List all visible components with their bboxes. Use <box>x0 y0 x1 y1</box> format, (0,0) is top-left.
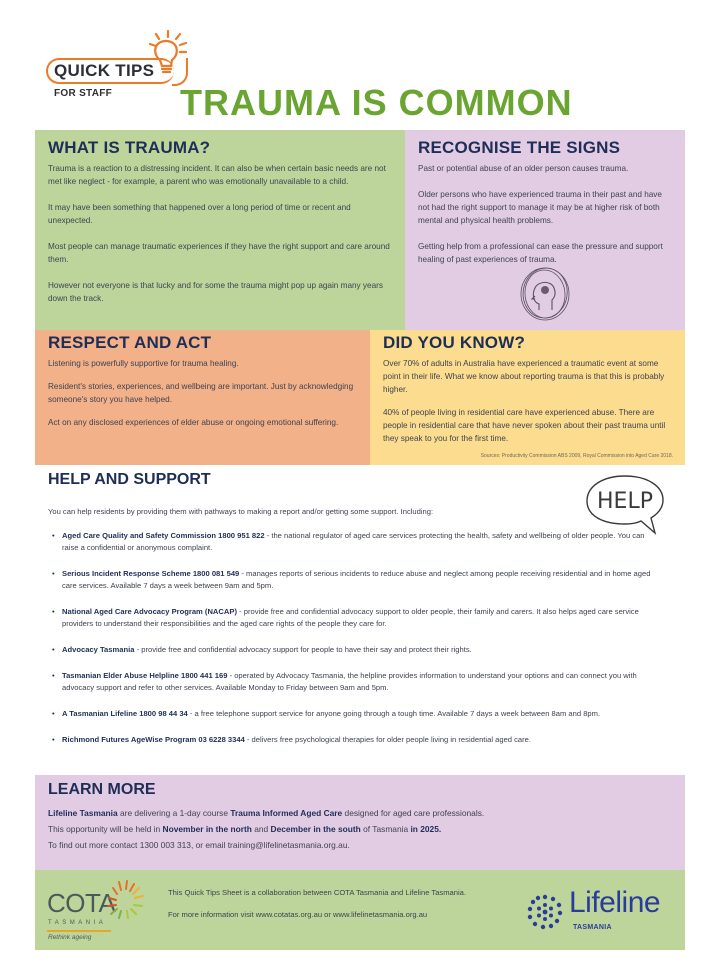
footer-text <box>168 882 466 926</box>
date-north: November in the north <box>162 824 252 834</box>
head-icon <box>517 266 573 322</box>
service-name: Advocacy Tasmania <box>62 645 135 654</box>
service-name: Serious Incident Response Scheme 1800 081 549 <box>62 569 240 578</box>
service-name: National Aged Care Advocacy Program (NACAP) <box>62 607 237 616</box>
section-title: HELP AND SUPPORT <box>48 471 211 488</box>
page-title: TRAUMA IS COMMON <box>180 82 573 123</box>
collaboration-note: This Quick Tips Sheet is a collaboration between COTA Tasmania and Lifeline Tasmania. <box>168 888 467 897</box>
sources-note: Sources: Productivity Commission ABS 2009, Royal Commission into Aged Care 2018. <box>480 453 673 459</box>
section-title: WHAT IS TRAUMA? <box>48 138 211 157</box>
service-desc: - the national regulator of aged care services protecting the health, safety and wellbeing of older people. You can raise a confidential or anonymous complaint. <box>62 531 645 552</box>
org-name: Lifeline Tasmania <box>48 808 118 818</box>
service-name: Tasmanian Elder Abuse Helpline 1800 441 169 <box>62 671 228 680</box>
course-name: Trauma Informed Aged Care <box>230 808 343 818</box>
more-info-note: For more information visit www.cotatas.org.au or www.lifelinetasmania.org.au <box>168 910 428 919</box>
service-desc: - operated by Advocacy Tasmania, the helpline provides information to understand your options and can connect you with advocacy support and refer to other services. Available Monday to Friday between 9am and 5pm. <box>62 671 637 692</box>
paragraph: Trauma is a reaction to a distressing incident. It can also be when certain basic needs are not met like neglect - for example, a parent who was emotionally unavailable to a child. <box>48 164 386 186</box>
what-is-trauma-section <box>35 130 405 330</box>
paragraph: Past or potential abuse of an older person causes trauma. <box>418 164 629 173</box>
list-item <box>48 644 658 656</box>
cota-sunburst-icon <box>103 878 147 922</box>
lifeline-subtitle: TASMANIA <box>573 924 612 931</box>
learn-contact: To find out more contact 1300 003 313, or email training@lifelinetasmania.org.au. <box>48 840 350 850</box>
learn-line-2 <box>48 821 672 837</box>
list-item <box>48 568 658 592</box>
service-desc: - manages reports of serious incidents to reduce abuse and neglect among people receiving residential and in home aged care services. Available 7 days a week between 9am and 5pm. <box>62 569 651 590</box>
cota-subtitle: TASMANIA <box>48 920 107 926</box>
service-name: A Tasmanian Lifeline 1800 98 44 34 <box>62 709 188 718</box>
service-name: Richmond Futures AgeWise Program 03 6228 3344 <box>62 735 245 744</box>
divider <box>47 930 111 932</box>
bubble-text: HELP <box>597 489 653 514</box>
paragraph: Most people can manage traumatic experiences if they have the right support and care around them. <box>48 242 390 264</box>
respect-and-act-section <box>35 330 370 465</box>
text: designed for aged care professionals. <box>342 808 485 818</box>
cota-logo <box>47 878 157 946</box>
logo-label: QUICK TIPS <box>54 61 155 80</box>
section-title: LEARN MORE <box>48 781 156 798</box>
paragraph: However not everyone is that lucky and for some the trauma might pop up again many years down the track. <box>48 281 383 303</box>
list-item <box>48 670 658 694</box>
year: in 2025. <box>410 824 442 834</box>
date-south: December in the south <box>270 824 361 834</box>
section-title: RECOGNISE THE SIGNS <box>418 138 621 157</box>
service-desc: - provide free and confidential advocacy support for people to have their say and protect their rights. <box>134 645 472 654</box>
help-and-support-section <box>35 465 685 775</box>
lightbulb-icon <box>142 30 192 80</box>
text: and <box>251 824 271 834</box>
service-name: Aged Care Quality and Safety Commission 1800 951 822 <box>62 531 265 540</box>
cota-wordmark: COTA <box>47 888 116 918</box>
section-title: DID YOU KNOW? <box>383 333 526 352</box>
paragraph: It may have been something that happened over a long period of time or recent and unexpected. <box>48 203 351 225</box>
logo-subtitle: FOR STAFF <box>54 88 113 99</box>
lifeline-wordmark: Lifeline <box>569 886 661 919</box>
list-item <box>48 734 658 746</box>
list-item <box>48 708 658 720</box>
lifeline-logo <box>525 884 675 940</box>
lifeline-dots-icon <box>525 892 565 932</box>
service-desc: - provide free and confidential advocacy support to older people, their family and carers. It also helps aged care service providers to understand their responsibilities and the aged care rights of the people they care for. <box>62 607 639 628</box>
support-list <box>48 530 672 746</box>
cota-tagline: Rethink ageing <box>48 934 92 941</box>
paragraph: 40% of people living in residential care have experienced abuse. There are people in residential care that have never spoken about their past trauma until they speak to you for the first time. <box>383 408 666 443</box>
list-item <box>48 530 658 554</box>
text: are delivering a 1-day course <box>117 808 231 818</box>
help-speech-bubble-icon <box>583 473 667 537</box>
service-desc: - a free telephone support service for anyone going through a tough time. Available 7 days a week between 8am and 8pm. <box>187 709 601 718</box>
paragraph: Resident's stories, experiences, and wellbeing are important. Just by acknowledging someone's story you have helped. <box>48 382 354 404</box>
service-desc: - delivers free psychological therapies for older people living in residential aged care. <box>244 735 532 744</box>
help-intro: You can help residents by providing them with pathways to making a report and/or getting some support. Including: <box>48 507 434 516</box>
did-you-know-section <box>370 330 685 465</box>
recognise-signs-section <box>405 130 685 330</box>
header <box>0 0 720 128</box>
paragraph: Older persons who have experienced trauma in their past and have not had the right support to manage it may be at higher risk of both mental and physical health problems. <box>418 190 662 225</box>
learn-more-section <box>35 775 685 870</box>
footer <box>35 870 685 950</box>
paragraph: Getting help from a professional can ease the pressure and support healing of past experiences of trauma. <box>418 242 663 264</box>
section-title: RESPECT AND ACT <box>48 333 212 352</box>
text: This opportunity will be held in <box>48 824 163 834</box>
paragraph: Act on any disclosed experiences of elder abuse or ongoing emotional suffering. <box>48 418 339 427</box>
learn-line-1 <box>48 805 672 821</box>
list-item <box>48 606 658 630</box>
paragraph: Over 70% of adults in Australia have experienced a traumatic event at some point in their life. What we know about reporting trauma is that this is probably higher. <box>383 359 665 394</box>
paragraph: Listening is powerfully supportive for trauma healing. <box>48 359 239 368</box>
text: of Tasmania <box>360 824 411 834</box>
